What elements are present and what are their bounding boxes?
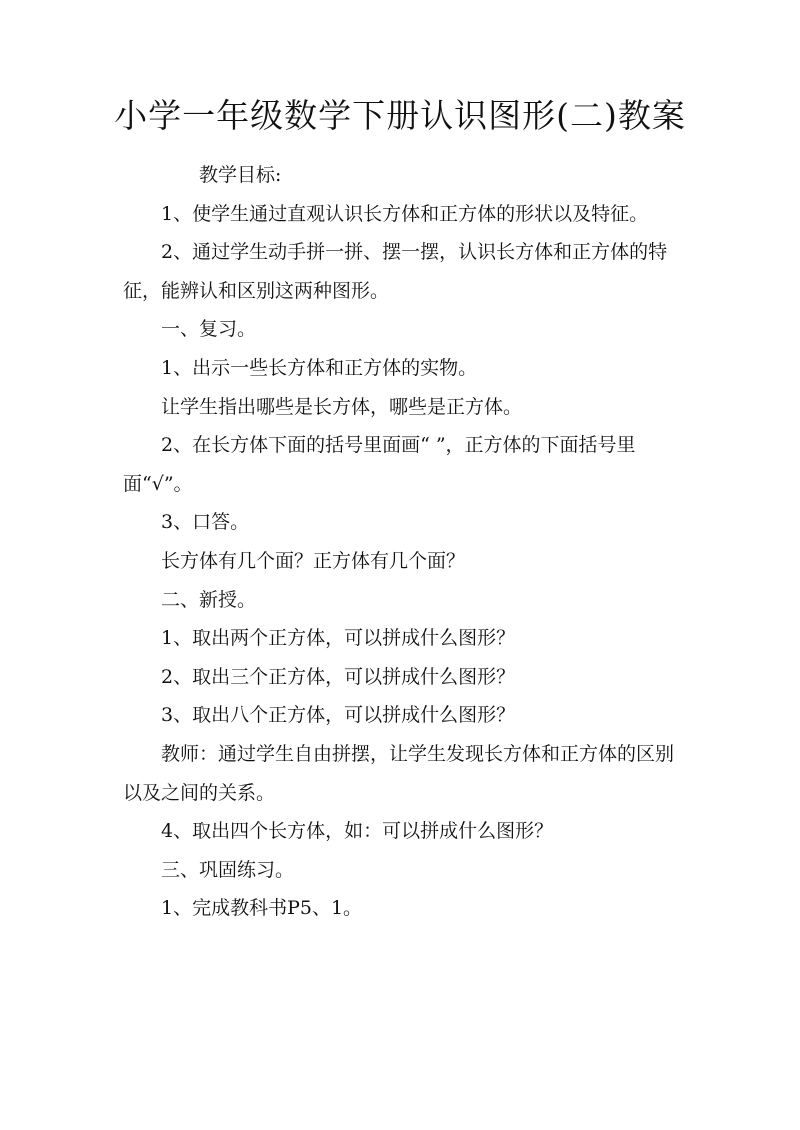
paragraph-new-1: 1、取出两个正方体，可以拼成什么图形？: [161, 627, 516, 650]
paragraph-review-1: 1、出示一些长方体和正方体的实物。: [161, 356, 478, 379]
paragraph-practice-1: 1、完成教科书P5、1。: [161, 897, 363, 920]
document-title: 小学一年级数学下册认识图形(二)教案: [114, 96, 686, 135]
paragraph-new-2: 2、取出三个正方体，可以拼成什么图形？: [161, 665, 516, 688]
paragraph-new-3: 3、取出八个正方体，可以拼成什么图形？: [161, 704, 516, 727]
paragraph-review-3-question: 长方体有几个面？正方体有几个面？: [161, 549, 466, 572]
section-heading-new-lesson: 二、新授。: [161, 588, 257, 611]
paragraph-teaching-goals: 教学目标:: [199, 164, 282, 186]
paragraph-goal-1: 1、使学生通过直观认识长方体和正方体的形状以及特征。: [161, 202, 649, 225]
paragraph-goal-2: 2、通过学生动手拼一拼、摆一摆，认识长方体和正方体的特征，能辨认和区别这两种图形。: [123, 241, 668, 302]
document-body: [123, 156, 683, 928]
section-heading-practice: 三、巩固练习。: [161, 858, 295, 881]
paragraph-review-2: 2、在长方体下面的括号里面画“ ”，正方体的下面括号里面“√”。: [123, 434, 636, 495]
paragraph-teacher-note: 教师：通过学生自由拼摆，让学生发现长方体和正方体的区别以及之间的关系。: [123, 742, 675, 804]
section-heading-review: 一、复习。: [161, 318, 257, 341]
paragraph-review-1-detail: 让学生指出哪些是长方体，哪些是正方体。: [161, 395, 523, 418]
paragraph-new-4: 4、取出四个长方体，如：可以拼成什么图形？: [161, 820, 554, 843]
paragraph-review-3: 3、口答。: [161, 511, 250, 534]
